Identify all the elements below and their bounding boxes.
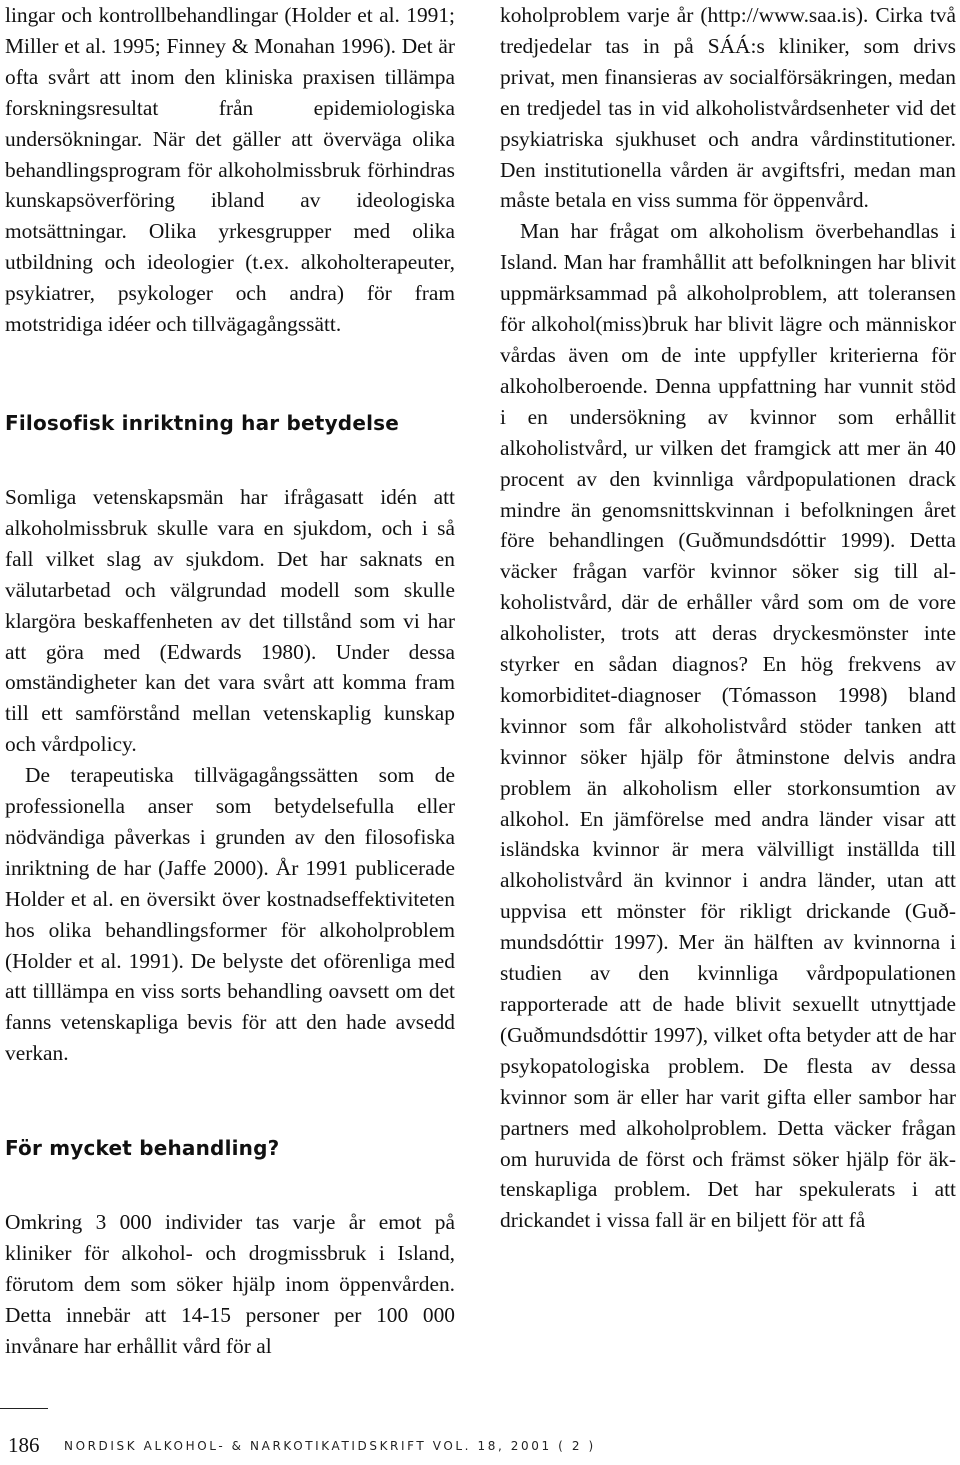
paragraph: De terapeutiska tillvägagångssätten som de professionella anser som betydelsefulla eller nödvändiga påverkas i grunden av den filosofiska inriktning de har (Jaffe 2000). År 1991 publicerade Holder et al. en översikt över kostnadseffektiviteten hos olika behandlingsformer för alkoholproblem (Holder et al. 1991). De belyste det oförenliga med att tilllämpa en viss sorts behandling oavsett om det fanns vetenskapliga bevis för att den hade avsedd verkan. <box>5 763 455 1066</box>
paragraph: Omkring 3 000 individer tas varje år emot på kliniker för alkohol- och drogmissbruk i Island, förutom dem som söker hjälp inom öppenvården. Detta innebär att 14-15 personer per 100 000 invånare har erhållit vård för al <box>5 1210 455 1358</box>
paragraph-continued: lingar och kontrollbehandlingar (Holder et al. 1991; Miller et al. 1995; Finney & Monahan 1996). Det är ofta svårt att inom den kliniska praxisen tillämpa forskningsresultat från epidemiologiska undersökningar. När det gäller att överväga olika behandlingsprogram för alkoholmissbruk förhindras kunskapsöverföring ibland av ideologiska motsättningar. Olika yrkesgrupper med olika utbildning och ideologier (t.ex. alkoholterapeuter, psykiatrer, psykologer och andra) för fram motstridiga idéer och tillvägagångssätt. <box>5 3 455 337</box>
paragraph-continued: koholproblem varje år (http://www.saa.is). Cirka två tredjedelar tas in på SÁÁ:s kliniker, som drivs privat, men finansieras av socialförsäkringen, medan en tredjedel tas in vid alkoholistvårdsenheter vid det psykiatriska sjukhuset och andra vårdinstitutioner. Den institutionella vården är avgiftsfri, medan man måste betala en viss summa för öppenvård. <box>500 3 956 213</box>
paragraph: Somliga vetenskapsmän har ifrågasatt idén att alkoholmissbruk skulle vara en sjukdom, och i så fall vilket slag av sjukdom. Det har saknats en välutarbetad och välgrundad modell som skulle klargöra beskaffenheten av det tillstånd som vi har att göra med (Edwards 1980). Under dessa omständigheter kan det vara svårt att komma fram till ett samförstånd mellan vetenskaplig kunskap och vårdpolicy. <box>5 484 455 757</box>
section-heading-for-mycket-behandling: För mycket behandling? <box>5 1136 280 1161</box>
paragraph: Man har frågat om alkoholism överbehandlas i Island. Man har framhållit att befolkningen har blivit uppmärksammad på alkoholproblem, att toleransen för alkohol(miss)bruk har blivit lägre och människor vårdas även om de inte uppfyller kriterierna för alkoholberoende. Denna uppfattning har vunnit stöd i en undersökning av kvinnor som erhållit alkoholistvård, ur vilken det framgick att mer än 40 procent av den kvinnliga vårdpopulationen drack mindre än genomsnittskvinnan i befolkningen året före behandlingen (Guðmundsdóttir 1999). Detta väcker frågan varför kvinnor söker sig till alkoholistvård, där de erhåller vård som om de vore alkoholister, trots att deras dryckesmönster inte styrker en sådan diagnos? En hög frekvens av komorbiditet-diagnoser (Tómasson 1998) bland kvinnor som får alkoholistvård stöder tanken att kvinnor söker hjälp för åtminstone delvis andra problem än alkoholism eller storkonsumtion av alkohol. En jämförelse med andra länder visar att isländska kvinnor är mera välvilligt inställda till alkoholistvård än kvinnor i andra länder, utan att uppvisa ett mönster för rikligt drickande (Guðmundsdóttir 1997). Mer än hälften av kvinnorna i studien av den kvinnliga vårdpopulationen rapporterade att de hade blivit sexuellt utnyttjade (Guðmundsdóttir 1997), vilket ofta betyder att de har psykopatologiska problem. De flesta av dessa kvinnor som är eller har varit gifta eller sambor har partners med alkoholproblem. Detta väcker frågan om huruvida de först och främst söker hjälp för äktenskapliga problem. Det har spekulerats i att drickandet i vissa fall är en biljett för att få <box>500 219 956 1233</box>
journal-title: NORDISK ALKOHOL- & NARKOTIKATIDSKRIFT VOL. 18, 2001 ( 2 ) <box>64 1439 596 1453</box>
section-heading-filosofisk: Filosofisk inriktning har betydelse <box>5 410 400 435</box>
left-column <box>5 0 455 1362</box>
page-number: 186 <box>8 1433 40 1457</box>
right-column <box>500 0 956 1236</box>
page-footer <box>0 1408 960 1465</box>
footer-rule <box>0 1408 48 1409</box>
